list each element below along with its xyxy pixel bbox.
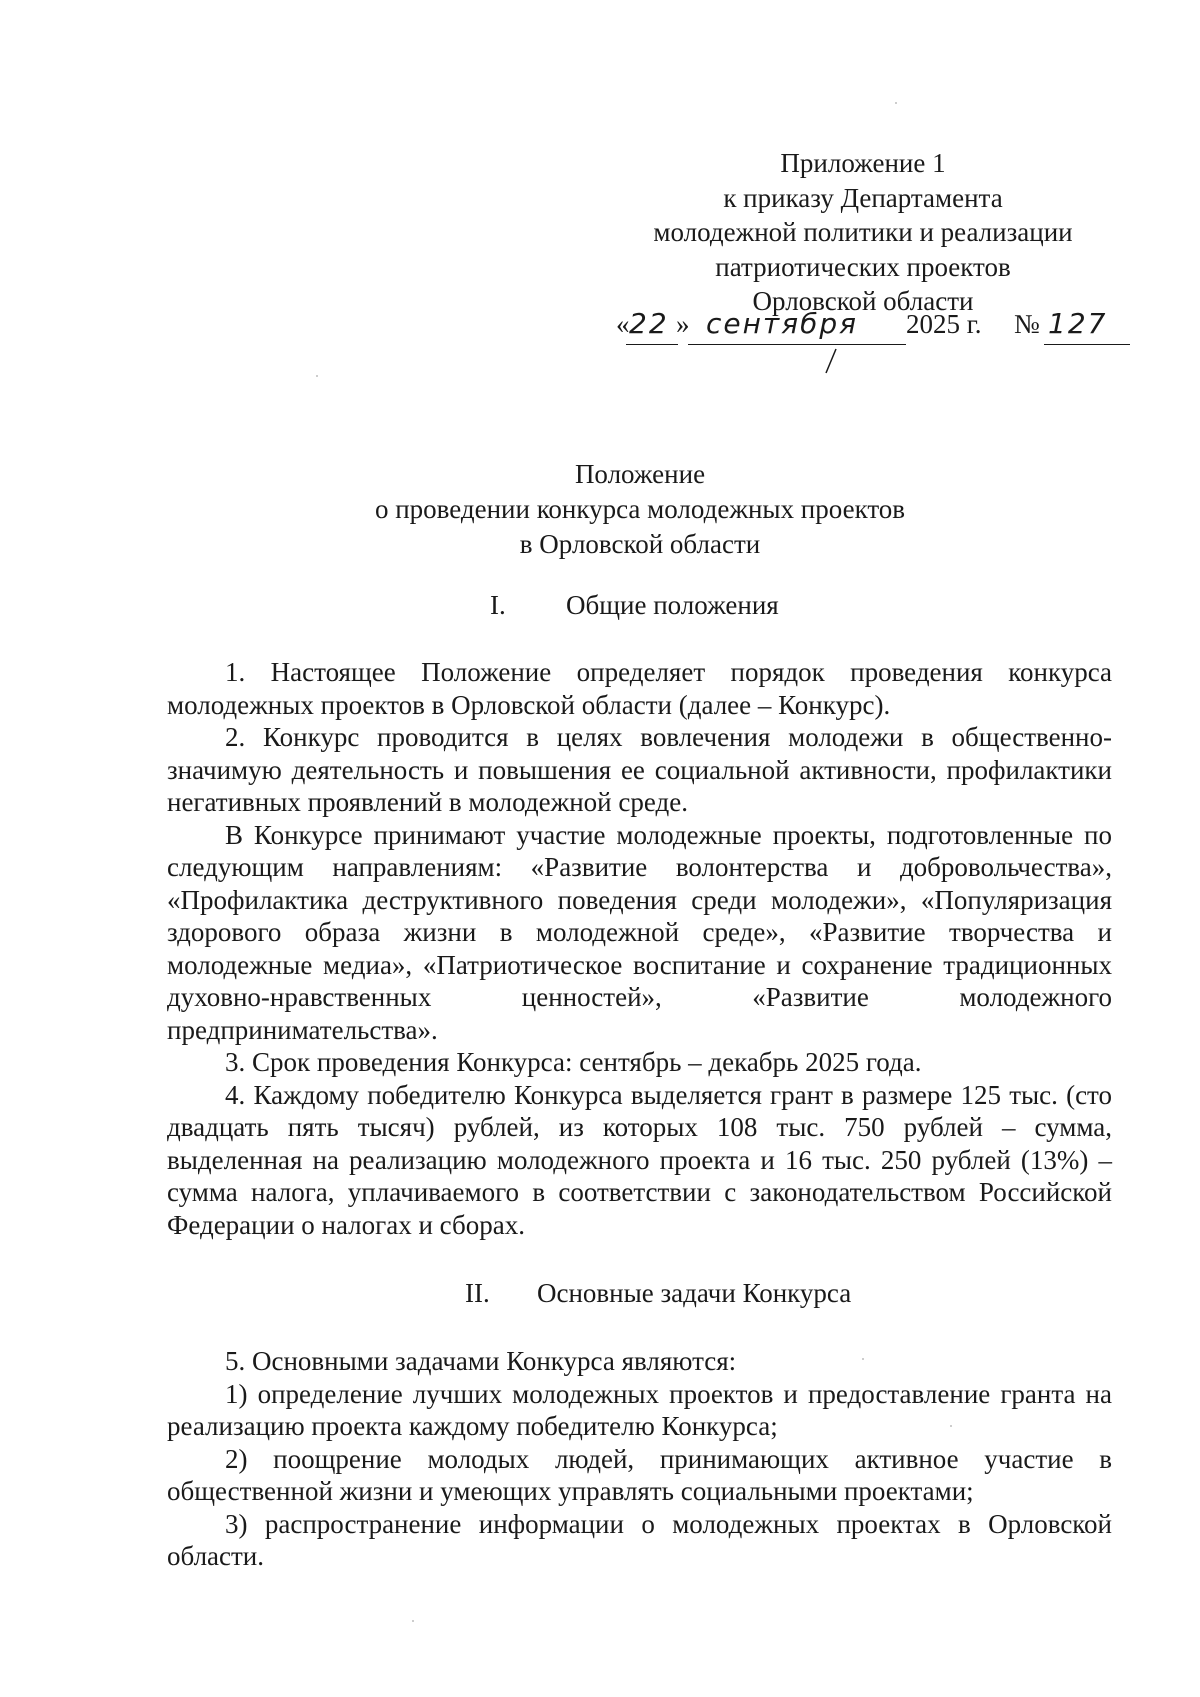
paragraph: 5. Основными задачами Конкурса являются: xyxy=(225,1346,737,1376)
number-label: № xyxy=(1014,309,1040,339)
appendix-line: Орловской области xyxy=(752,286,974,316)
month-underline xyxy=(688,344,906,345)
paragraph: 3. Срок проведения Конкурса: сентябрь – декабрь 2025 года. xyxy=(225,1047,922,1077)
scan-speck xyxy=(950,1425,952,1427)
scan-speck xyxy=(316,375,318,377)
order-date-line xyxy=(616,309,1136,359)
quote-close: » xyxy=(676,309,690,339)
appendix-line: патриотических проектов xyxy=(715,251,1011,282)
paragraph: 4. Каждому победителю Конкурса выделяется грант в размере 125 тыс. (сто двадцать пять тысяч) рублей, из которых 108 тыс. 750 рублей – сумма, выделенная на реализацию молодежного проекта и 16 тыс. 250 рублей (13%) – сумма налога, уплачиваемого в соответствии с законодательством Российской Федерации о налогах и сборах. xyxy=(167,1079,1112,1240)
scan-speck xyxy=(895,102,897,104)
document-title xyxy=(200,457,1080,562)
paragraph: 3) распространение информации о молодежных проектах в Орловской области. xyxy=(167,1508,1112,1571)
day-underline xyxy=(626,344,678,345)
pen-stroke-mark xyxy=(816,347,846,377)
paragraph: 1) определение лучших молодежных проектов и предоставление гранта на реализацию проекта каждому победителю Конкурса; xyxy=(167,1378,1112,1441)
paragraph: 2. Конкурс проводится в целях вовлечения молодежи в общественно-значимую деятельность и повышения ее социальной активности, профилактики негативных проявлений в молодежной среде. xyxy=(167,722,1112,817)
quote-open: « xyxy=(616,309,630,339)
order-year: 2025 г. xyxy=(906,309,982,339)
title-line: о проведении конкурса молодежных проектов xyxy=(374,494,906,524)
handwritten-number: 127 xyxy=(1048,307,1108,340)
scan-speck xyxy=(412,1620,414,1622)
handwritten-month: сентября xyxy=(706,307,858,340)
paragraph: В Конкурсе принимают участие молодежные проекты, подготовленные по следующим направлениям: «Развитие волонтерства и добровольчества», «Профилактика деструктивного поведения среди молодежи», «Популяризация здорового образа жизни в молодежной среде», «Развитие творчества и молодежные медиа», «Патриотическое воспитание и сохранение традиционных духовно-нравственных ценностей», «Развитие молодежного предпринимательства». xyxy=(167,819,1112,1045)
scan-speck xyxy=(862,1358,864,1360)
paragraph: 1. Настоящее Положение определяет порядок проведения конкурса молодежных проектов в Орловской области (далее – Конкурс). xyxy=(167,657,1112,720)
section-1-numeral: I. xyxy=(490,590,506,620)
section-1-heading: Общие положения xyxy=(566,590,779,620)
handwritten-day: 22 xyxy=(629,307,669,340)
section-1-body xyxy=(167,656,1112,1241)
section-2-heading: Основные задачи Конкурса xyxy=(537,1278,852,1308)
section-2-body xyxy=(167,1345,1112,1573)
title-line: Положение xyxy=(574,459,706,489)
appendix-line: молодежной политики и реализации xyxy=(653,217,1073,247)
section-2-numeral: II. xyxy=(465,1278,490,1308)
appendix-line: к приказу Департамента xyxy=(723,182,1003,213)
appendix-header xyxy=(630,146,1096,319)
paragraph: 2) поощрение молодых людей, принимающих активное участие в общественной жизни и умеющих управлять социальными проектами; xyxy=(167,1443,1112,1506)
number-underline xyxy=(1044,344,1130,345)
title-line: в Орловской области xyxy=(519,529,761,559)
appendix-line: Приложение 1 xyxy=(780,148,946,178)
